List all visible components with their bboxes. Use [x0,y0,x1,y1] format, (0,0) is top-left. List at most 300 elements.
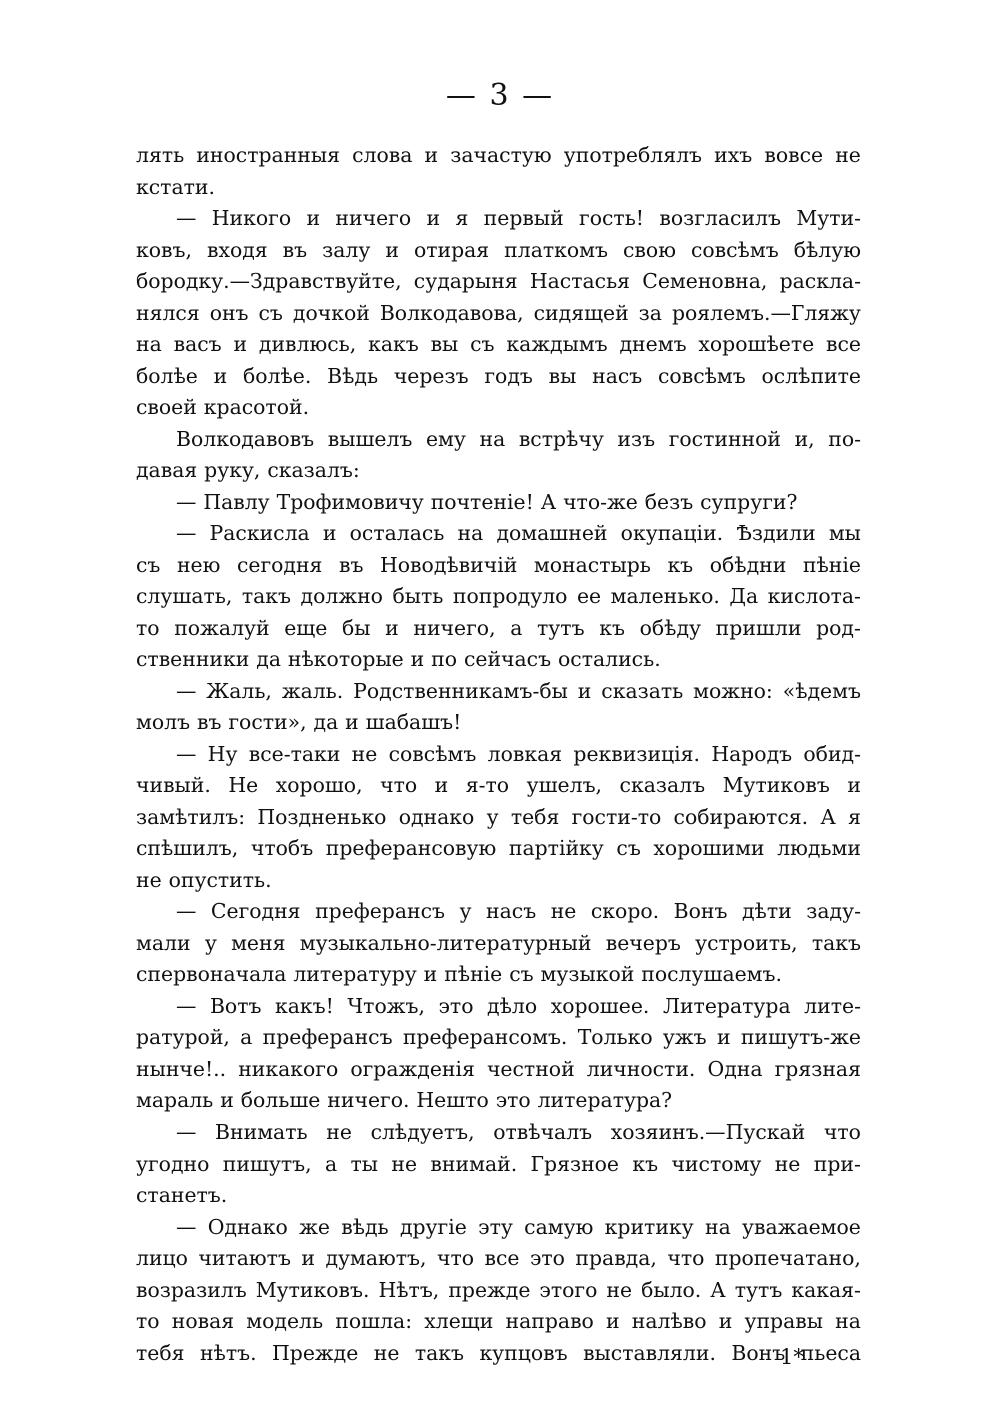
word: что [380,773,418,798]
word: окупаціи. [620,521,724,546]
word: род- [816,615,861,640]
word: онъ [209,300,249,325]
word: уважаемое [742,1214,861,1239]
word: и [385,237,399,262]
word: — [176,993,197,1018]
word: угодно [136,1151,210,1176]
text-line [136,865,861,897]
word: Прежде [272,1340,359,1365]
word: преферансовую [325,836,497,861]
word: слова [352,143,413,167]
text-line [136,298,861,330]
word: и [213,363,228,388]
word: ослѣпите [761,363,861,388]
word: безъ [644,489,694,514]
word: людьми [777,836,861,861]
word: и [606,1309,620,1334]
word: пошла: [335,1309,413,1334]
word: гостинной [668,426,781,451]
word: Никого [211,206,292,231]
word: музыкально-литературный [299,930,592,955]
word: гость! [579,206,645,231]
word: насъ [592,363,643,388]
word: внимай. [430,1151,518,1176]
word: читаютъ [198,1246,291,1271]
word: залу [322,237,371,262]
word: никакого [238,1056,339,1081]
word: мы [828,521,861,546]
word: на [479,426,506,451]
word: сказать [601,678,684,703]
word: Да [729,584,759,609]
word: личности. [586,1056,696,1081]
word: Волкодавова, [379,300,524,325]
word: дивлюсь, [258,332,357,357]
word: лять [136,143,185,167]
word: ничего, [413,615,496,640]
word: Родственникамъ-бы [353,678,568,703]
word: нѣтъ. [199,1340,257,1365]
word: ему [425,426,466,451]
word: тутъ [537,615,585,640]
word: Поздненько [257,804,387,829]
word: Ѣздили [736,521,816,546]
word: сказалъ: [267,458,360,483]
word: Вотъ [209,993,262,1018]
word: и [718,1309,733,1334]
word: отвѣчалъ [493,1119,593,1144]
word: спервоначала [136,962,287,987]
word: Жаль, [206,678,272,703]
word: вышелъ [327,426,413,451]
word: — [176,678,197,703]
word: у [459,899,472,924]
word: кстати. [136,174,215,199]
word: Литература [662,993,791,1018]
word: хорошими [653,836,765,861]
word: гости-то [571,804,662,829]
word: и [345,710,359,735]
word: супруги? [700,489,798,514]
word: быть [392,584,444,609]
word: — [176,521,197,546]
word: Нѣтъ, [378,1277,440,1302]
word: думаютъ, [325,1246,427,1271]
word: остались. [558,647,661,672]
word: а [240,1025,253,1050]
word: ковъ, [136,237,192,262]
text-line [136,896,861,928]
word: а [510,615,523,640]
word: и [322,521,337,546]
word: отирая [413,237,490,262]
word: ушелъ, [526,773,603,798]
word: правда, [575,1246,657,1271]
word: совсѣмъ [388,741,477,766]
word: обид- [803,741,861,766]
word: — [176,899,197,924]
word: при- [813,1151,861,1176]
word: прежде [448,1277,531,1302]
word: направо [505,1309,594,1334]
word: новая [171,1309,235,1334]
text-line [136,235,861,267]
word: вы [430,332,459,357]
word: лицо [136,1246,188,1271]
word: свою [623,237,676,262]
word: все [826,332,861,357]
word: совсѣмъ [690,237,779,262]
word: хорошее. [550,993,650,1018]
text-line [136,1275,861,1307]
word: Раскисла [209,521,310,546]
word: сегодня [236,552,323,577]
word: и [426,206,441,231]
word: и [301,1246,315,1271]
word: домашней [496,521,608,546]
word: вѣдь [341,1214,389,1239]
word: мараль [136,1088,214,1113]
word: больше [240,1088,321,1113]
word: литературу [293,962,417,987]
word: на [835,1309,861,1334]
word: Грязное [530,1151,620,1176]
word: — [176,1214,197,1239]
word: А [710,1277,726,1302]
word: не [326,1119,352,1144]
word: тутъ [734,1277,783,1302]
word: и [423,962,438,987]
text-line [136,1149,861,1181]
text-line [136,1180,861,1212]
text-line [136,1054,861,1086]
word: въ [282,237,308,262]
word: Ну [207,741,238,766]
word: у [204,930,217,955]
word: пишутъ-же [740,1025,861,1050]
word: пропечатано, [714,1246,861,1271]
word: къ [599,615,625,640]
word: хлещи [424,1309,494,1334]
word: маленько. [610,584,720,609]
word: было. [641,1277,702,1302]
word: устроить, [695,930,798,955]
word: послушаемъ. [641,962,782,987]
word: выставляли. [583,1340,716,1365]
word: руку, [204,458,261,483]
word: все [484,1246,520,1271]
text-line [136,959,861,991]
word: слѣдуетъ, [370,1119,475,1144]
word: это [529,1246,565,1271]
word: налѣво [631,1309,707,1334]
word: модель [246,1309,324,1334]
word: годъ [484,363,533,388]
word: Вонъ [731,1340,786,1365]
text-line [136,172,861,204]
word: нялся [136,300,200,325]
word: еще [284,615,328,640]
word: и [716,1025,731,1050]
word: грязная [774,1056,861,1081]
word: сейчасъ [463,647,552,672]
word: Мутиковъ. [255,1277,370,1302]
text-line [136,1022,861,1054]
word: Внимать [215,1119,308,1144]
word: — [176,1119,197,1144]
word: красотой. [203,395,310,420]
word: Настасья [529,269,631,294]
word: обѣдни [709,552,787,577]
word: Нешто [416,1088,489,1113]
word: лите- [804,993,861,1018]
word: роялемъ.—Гляжу [671,300,861,325]
word: Мути- [796,206,861,231]
word: партійку [508,836,604,861]
word: замѣтилъ: [136,804,246,829]
word: сидящей [533,300,629,325]
word: ты [350,1151,379,1176]
word: все-таки [248,741,341,766]
word: нѣкоторые [287,647,404,672]
signature-mark: 1* [780,1345,804,1369]
word: собираются. [673,804,809,829]
word: и [424,143,439,167]
word: Павлу [203,489,270,514]
word: какая- [791,1277,861,1302]
word: я-то [465,773,510,798]
word: и [847,773,861,798]
word: управы [744,1309,823,1334]
word: молъ [136,710,191,735]
word: черезъ [393,363,469,388]
text-line [136,392,861,424]
word: эту [478,1214,513,1239]
text-line [136,581,861,613]
text-line [136,613,861,645]
word: Народъ [711,741,793,766]
word: музыкой [540,962,635,987]
word: ужъ [662,1025,707,1050]
word: совсѣмъ [658,363,746,388]
word: къ [667,552,694,577]
word: сударыня [413,269,518,294]
word: съ [136,552,161,577]
text-line [136,550,861,582]
word: монастырь [533,552,651,577]
word: что [667,1246,705,1271]
word: съ [509,962,534,987]
text-line [136,644,861,676]
word: гости», [228,710,307,735]
word: критику [604,1214,694,1239]
word: днемъ [619,332,687,357]
word: по- [828,426,861,451]
word: такъ [414,1340,464,1365]
word: первый [483,206,564,231]
word: то [136,1309,160,1334]
word: осталась [349,521,445,546]
word: пѣніе [444,962,503,987]
text-line [136,1306,861,1338]
word: преферансъ [262,1025,393,1050]
word: въ [338,552,364,577]
word: ее [576,584,602,609]
word: пишутъ, [222,1151,312,1176]
word: на [704,1214,731,1239]
word: Однако [207,1214,288,1239]
word: вечеръ [605,930,681,955]
word: — [176,741,197,766]
word: и [233,332,248,357]
word: входя [206,237,268,262]
word: пьеса [800,1340,861,1365]
word: станетъ. [136,1183,228,1208]
word: и [434,773,449,798]
word: попродуло [452,584,568,609]
word: платкомъ [504,237,609,262]
word: бы [341,615,371,640]
word: огражденія [350,1056,475,1081]
word: Вонъ [673,899,728,924]
word: честной [486,1056,575,1081]
word: преферансомъ. [402,1025,568,1050]
text-line [136,140,861,172]
word: сказалъ [619,773,706,798]
word: Одна [707,1056,763,1081]
word: возразилъ [136,1277,247,1302]
text-line [136,928,861,960]
word: болѣе. [243,363,312,388]
word: какъ [368,332,419,357]
word: на [457,521,484,546]
word: А [540,489,557,514]
word: другіе [399,1214,467,1239]
word: я [848,804,861,829]
word: не [550,899,577,924]
word: чивый. [136,773,211,798]
word: самую [524,1214,594,1239]
word: однако [398,804,475,829]
word: пришли [715,615,802,640]
word: въ [197,710,222,735]
word: нынче!.. [136,1056,227,1081]
word: обѣду [639,615,702,640]
word: дѣло [487,993,538,1018]
word: это [495,1088,531,1113]
word: мали [136,930,191,955]
word: чистому [671,1151,762,1176]
text-line [136,802,861,834]
word: Трофимовичу [276,489,424,514]
word: съ [470,332,495,357]
word: и, [794,426,815,451]
word: ничего. [327,1088,410,1113]
word: такъ [241,584,292,609]
word: Новодѣвичій [380,552,518,577]
word: и [220,1088,234,1113]
word: давая [136,458,198,483]
word: что [823,1119,861,1144]
word: Сегодня [210,899,301,924]
word: хозяинъ.—Пускай [610,1119,806,1144]
page-number-header: — 3 — [445,78,555,113]
word: слушать, [136,584,233,609]
word: этого [539,1277,598,1302]
text-line [136,266,861,298]
word: не [373,1340,400,1365]
word: и [385,615,399,640]
word: хорошо, [275,773,363,798]
word: не [136,867,162,892]
word: употреблялъ [563,143,703,167]
text-line [136,739,861,771]
text-line [136,518,861,550]
word: можно: [693,678,773,703]
word: не [351,741,378,766]
page-text-body [136,140,861,1369]
word: тебя [136,1340,185,1365]
word: васъ [173,332,222,357]
word: нею [176,552,221,577]
word: вовсе [764,143,824,167]
word: каждымъ [506,332,608,357]
word: преферансъ [315,899,445,924]
word: Волкодавовъ [176,426,315,451]
word: какъ! [275,993,334,1018]
word: ловкая [487,741,563,766]
word: пожалуй [174,615,270,640]
word: купцовъ [479,1340,568,1365]
word: за [638,300,662,325]
text-line [136,1212,861,1244]
word: ратурой, [136,1025,230,1050]
word: не [606,1277,633,1302]
text-line [136,1243,861,1275]
word: вы [548,363,577,388]
word: возгласилъ [659,206,781,231]
word: такъ [811,930,861,955]
text-line [136,1117,861,1149]
word: ственники [136,647,250,672]
word: меня [231,930,286,955]
word: же [299,1214,330,1239]
word: хорошѣете [698,332,815,357]
text-line [136,424,861,456]
text-line [136,203,861,235]
word: не [774,1151,801,1176]
word: я [455,206,469,231]
word: «ѣдемъ [782,678,861,703]
word: Мутиковъ [722,773,830,798]
word: къ [632,1151,659,1176]
word: опустить. [168,867,272,892]
word: съ [616,836,641,861]
word: Чтожъ, [347,993,425,1018]
word: кислота- [767,584,861,609]
word: жаль. [281,678,344,703]
word: что-же [563,489,638,514]
word: своей [136,395,197,420]
word: насъ [486,899,537,924]
word: раскла- [779,269,861,294]
word: и [410,647,425,672]
word: и [306,206,321,231]
word: изъ [617,426,656,451]
word: литература? [537,1088,673,1113]
word: — [176,489,197,514]
word: бородку.—Здравствуйте, [136,269,402,294]
